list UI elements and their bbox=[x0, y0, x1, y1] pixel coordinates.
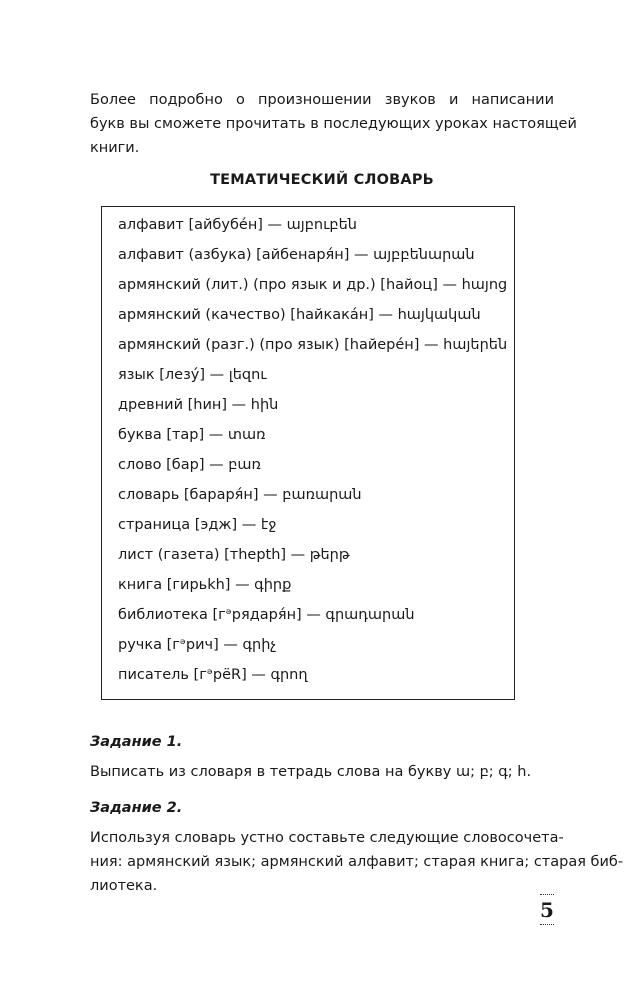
task-2-line-2: ния: армянский язык; армянский алфавит; старая книга; старая биб- bbox=[90, 854, 624, 870]
dictionary-entry: ручка [гᵊрич] — գրիչ bbox=[118, 637, 277, 653]
dictionary-entry: писатель [гᵊрёR] — գրող bbox=[118, 667, 308, 683]
intro-paragraph bbox=[90, 88, 577, 160]
task-1-title: Задание 1. bbox=[90, 734, 183, 750]
task-2-line-3: лиотека. bbox=[90, 878, 158, 894]
task-1-text bbox=[90, 760, 554, 784]
dictionary-entry: слово [бар] — բառ bbox=[118, 457, 261, 473]
page-number-mark-bottom bbox=[540, 924, 554, 927]
dictionary-entry: книга [гирьkh] — գիրք bbox=[118, 577, 292, 593]
dictionary-entry: буква [тар] — տառ bbox=[118, 427, 266, 443]
task-2-line-1: Используя словарь устно составьте следующие словосочета- bbox=[90, 830, 564, 846]
section-title: ТЕМАТИЧЕСКИЙ СЛОВАРЬ bbox=[210, 172, 434, 188]
task-1-line: Выписать из словаря в тетрадь слова на букву ա; բ; գ; հ. bbox=[90, 764, 532, 780]
page-number-block bbox=[536, 892, 558, 928]
dictionary-entry: армянский (разг.) (про язык) [hайере́н] — հայերեն bbox=[118, 337, 508, 353]
page-number-mark-top bbox=[540, 894, 554, 897]
page-number: 5 bbox=[540, 898, 554, 922]
intro-line-3: книги. bbox=[90, 140, 140, 156]
task-2-title: Задание 2. bbox=[90, 800, 183, 816]
dictionary-entry: алфавит [айбубе́н] — այբուբեն bbox=[118, 217, 357, 233]
dictionary-entry: язык [лезу́] — լեզու bbox=[118, 367, 267, 383]
dictionary-entry: библиотека [гᵊрядаря́н] — գրադարան bbox=[118, 607, 415, 623]
dictionary-entry: лист (газета) [тhерth] — թերթ bbox=[118, 547, 350, 563]
dictionary-entry: страница [эдж] — էջ bbox=[118, 517, 277, 533]
dictionary-entry: древний [hин] — հին bbox=[118, 397, 279, 413]
dictionary-entry: алфавит (азбука) [айбенаря́н] — այբբենարան bbox=[118, 247, 475, 263]
intro-line-2: букв вы сможете прочитать в последующих уроках настоящей bbox=[90, 116, 577, 132]
intro-line-1: Более подробно о произношении звуков и написании bbox=[90, 92, 554, 108]
task-2-text bbox=[90, 826, 624, 898]
dictionary-entry: словарь [бараря́н] — բառարան bbox=[118, 487, 362, 503]
dictionary-box bbox=[101, 206, 515, 700]
dictionary-entry: армянский (качество) [hайкака́н] — հայկական bbox=[118, 307, 481, 323]
dictionary-entry: армянский (лит.) (про язык и др.) [hайоц] — հայոց bbox=[118, 277, 508, 293]
